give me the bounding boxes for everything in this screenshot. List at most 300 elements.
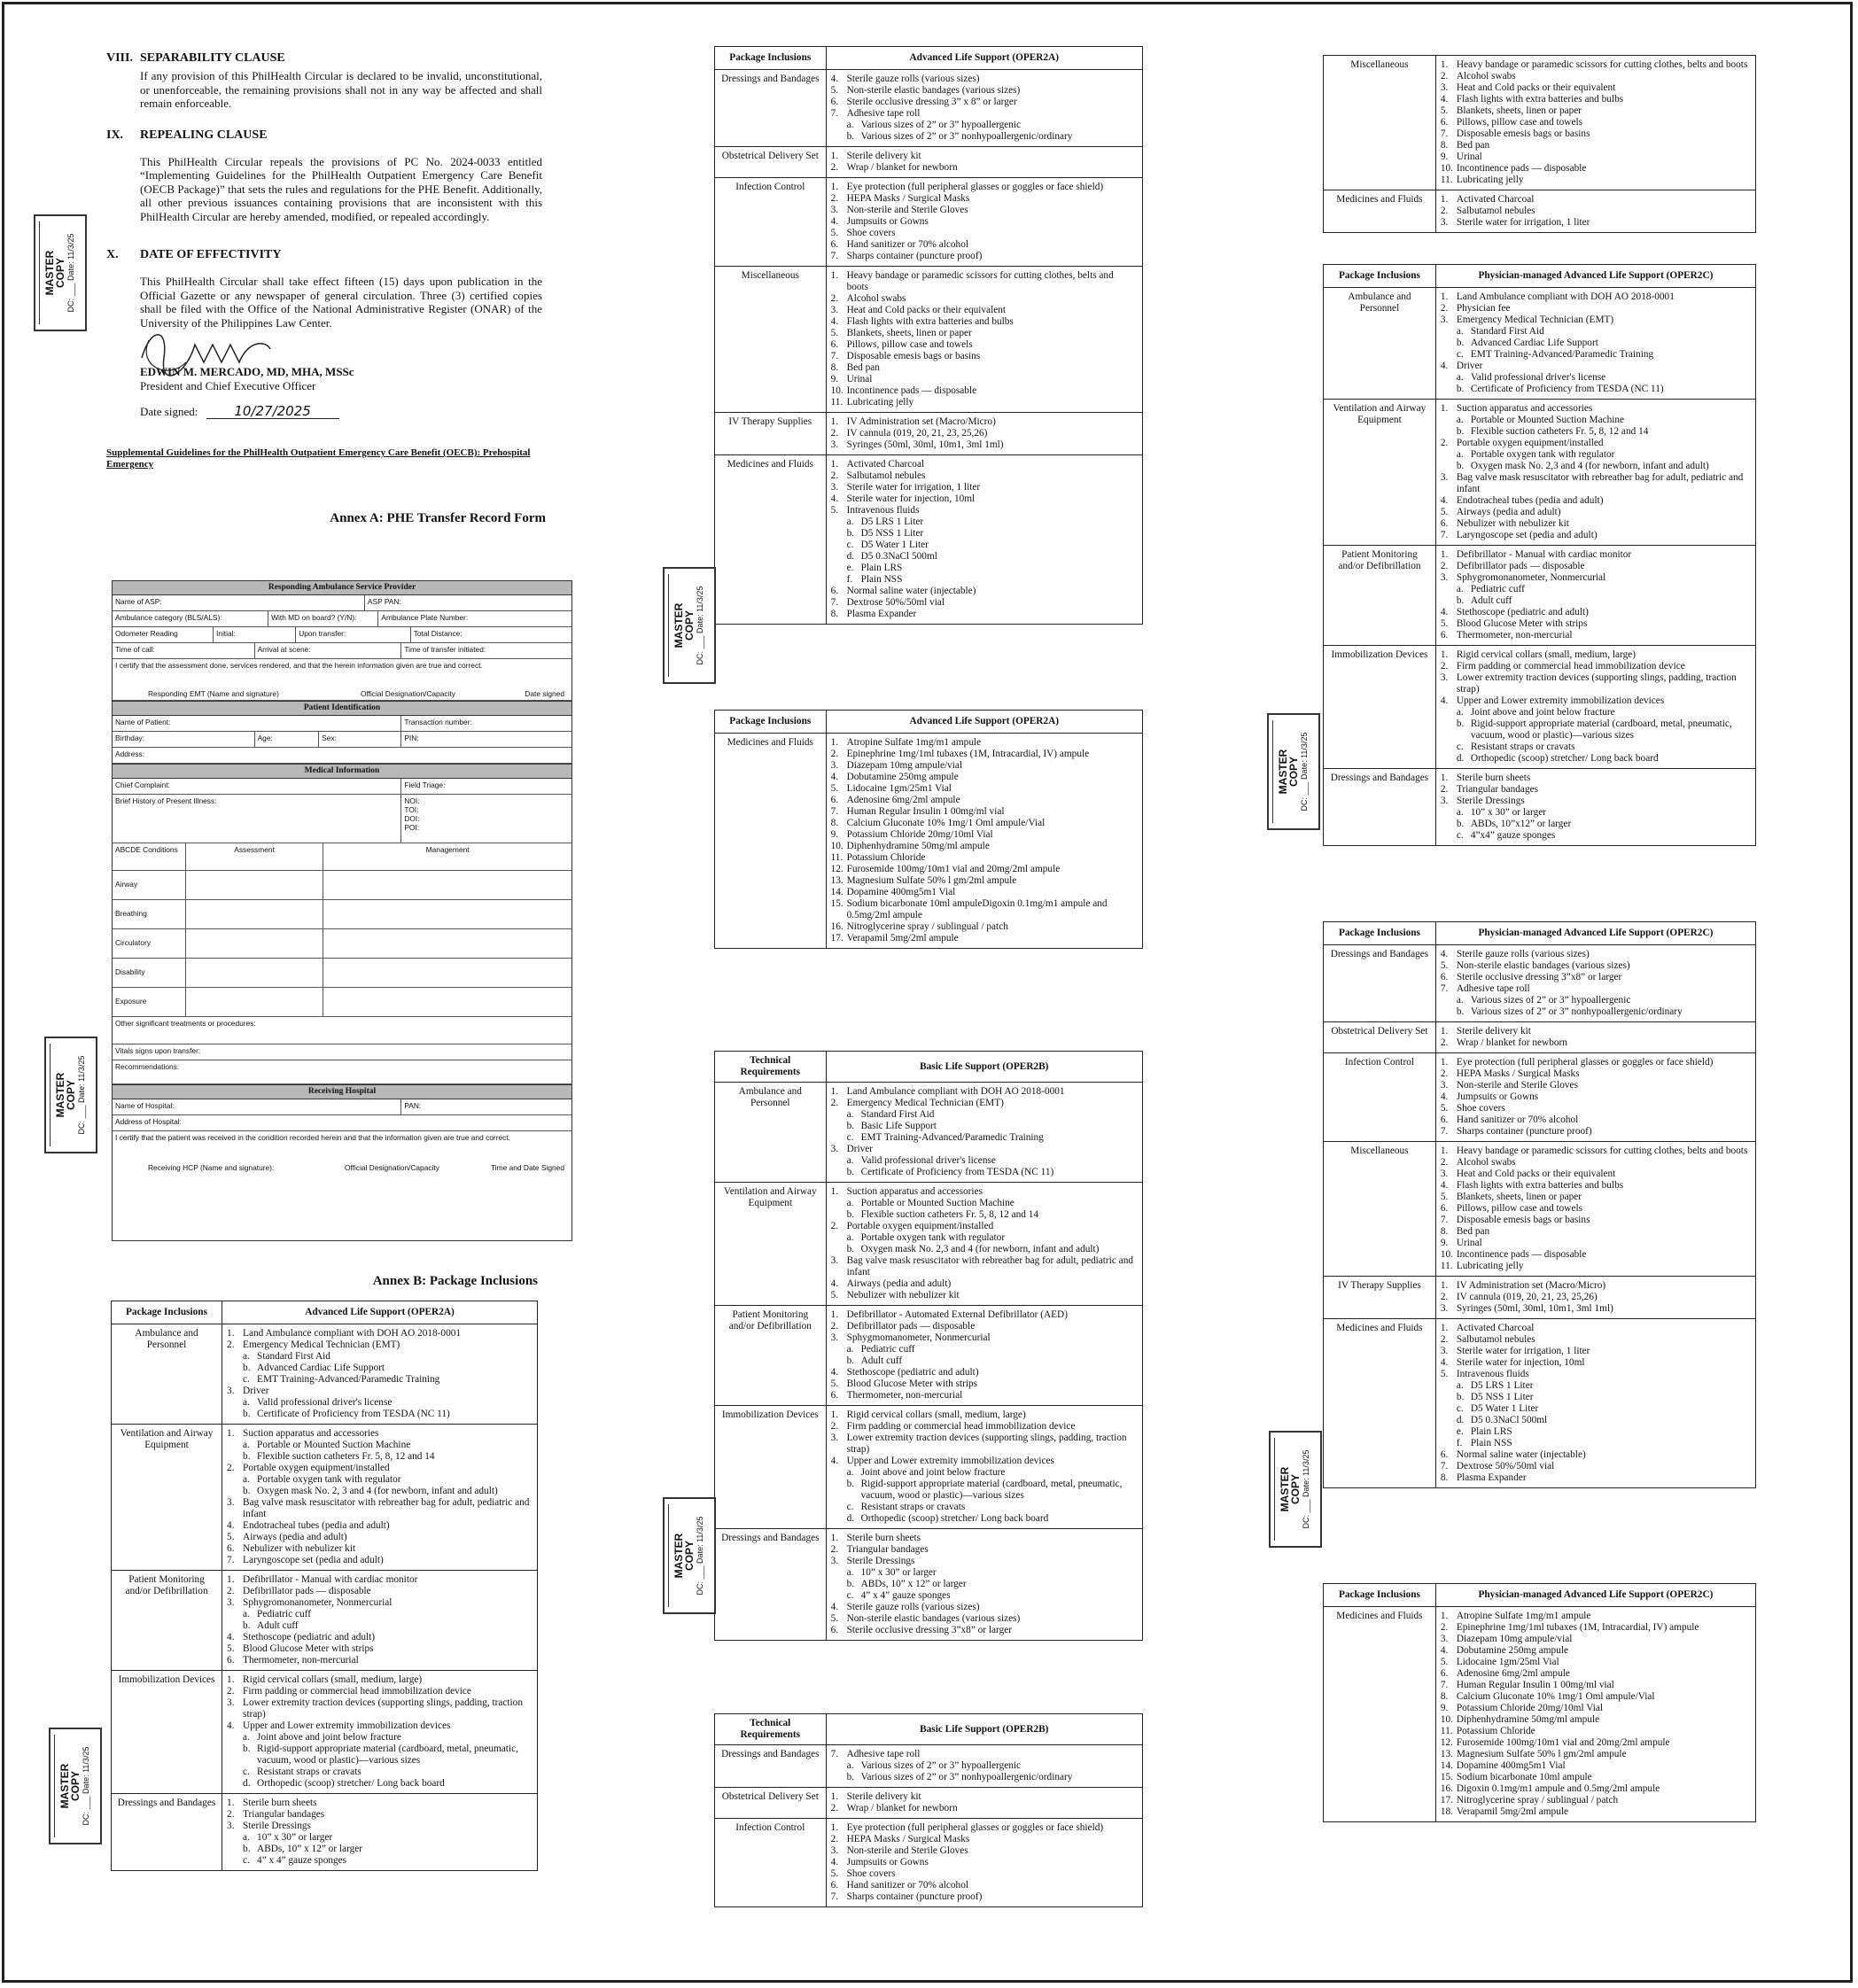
table-bls-oper2b-misc [1323, 55, 1756, 233]
item-number: 16. [830, 921, 843, 932]
sub-item [227, 1767, 533, 1778]
form-field[interactable]: Transaction number: [404, 718, 472, 726]
sub-item [1441, 372, 1751, 384]
list-item [1441, 1037, 1751, 1049]
item-number: 3. [830, 1255, 839, 1266]
sub-item-text: 10” x 30” or larger [860, 1567, 937, 1578]
sub-item-text: EMT Training-Advanced/Paramedic Training [860, 1132, 1044, 1143]
table-row [1324, 288, 1756, 400]
header-package: Advanced Life Support (OPER2A) [222, 1301, 538, 1324]
item-text: Pillows, pillow case and towels [1456, 1203, 1583, 1214]
item-text: Flash lights with extra batteries and bulbs [846, 316, 1014, 327]
sub-item-text: Standard First Aid [257, 1351, 330, 1362]
stamp-date: 11/3/25 [82, 1746, 90, 1773]
form-field[interactable]: Sex: [319, 732, 401, 747]
item-text: Land Ambulance compliant with DOH AO 2018-0001 [243, 1328, 462, 1339]
header-package: Physician-managed Advanced Life Support (OPER2C) [1435, 922, 1755, 945]
table-header-row [715, 1714, 1143, 1745]
item-number: 14. [830, 887, 843, 897]
list-item [227, 1497, 533, 1520]
stamp-copy: COPY [683, 610, 696, 641]
item-number: 4. [830, 772, 839, 782]
category-cell: Dressings and Bandages [715, 1745, 827, 1788]
item-number: 1. [830, 1822, 839, 1833]
sub-item-text: Valid professional driver's license [860, 1155, 996, 1166]
list-item [227, 1340, 533, 1351]
management-cell[interactable] [323, 900, 571, 928]
table-row [715, 1183, 1143, 1306]
sub-item-letter: b. [243, 1451, 251, 1462]
list-item [1441, 796, 1751, 807]
form-field[interactable]: Other significant treatments or procedures: [115, 1019, 256, 1028]
form-field[interactable]: Ambulance Plate Number: [381, 613, 469, 622]
form-field[interactable]: PIN: [404, 734, 419, 742]
item-number: 4. [830, 1602, 839, 1612]
list-item [831, 108, 1138, 120]
item-text: Suction apparatus and accessories [1456, 403, 1593, 414]
form-field[interactable]: Address of Hospital: [115, 1117, 182, 1126]
item-text: Non-sterile elastic bandages (various sizes) [846, 85, 1021, 96]
item-number: 9. [830, 374, 839, 384]
poi-label: POI: [404, 823, 420, 832]
item-text: Furosemide 100mg/10m1 vial and 20mg/2ml ampule [846, 864, 1061, 874]
list-item [1441, 695, 1751, 707]
master-copy-stamp: MASTER COPY DC: ___ Date: 11/3/25 [663, 567, 716, 684]
table-row [1324, 646, 1756, 769]
item-number: 5. [830, 85, 839, 96]
item-text: Bed pan [1456, 140, 1490, 151]
sub-item-text: Portable or Mounted Suction Machine [1470, 415, 1625, 425]
form-field[interactable]: Time of transfer initiated: [404, 645, 486, 654]
form-field[interactable]: Time of call: [113, 643, 255, 658]
sub-item [1441, 807, 1751, 819]
sub-item-text: Basic Life Support [860, 1121, 937, 1131]
table-row [1324, 1022, 1756, 1053]
item-number: 4. [227, 1720, 235, 1731]
sub-item-letter: e. [846, 563, 854, 573]
list-item [227, 1809, 533, 1821]
list-item [227, 1574, 533, 1586]
table-row [715, 1788, 1143, 1819]
item-number: 4. [1440, 1180, 1449, 1191]
form-field[interactable]: ASP PAN: [367, 597, 401, 606]
list-item [831, 772, 1138, 783]
sub-item-text: Flexible suction catheters Fr. 5, 8, 12 and 14 [257, 1451, 435, 1462]
stamp-copy: COPY [65, 1080, 77, 1111]
category-cell: Obstetrical Delivery Set [715, 147, 827, 178]
list-item [227, 1655, 533, 1666]
sub-item-text: Various sizes of 2” or 3” nonhypoallergenic/ordinary [860, 1772, 1073, 1782]
item-text: Wrap / blanket for newborn [846, 162, 958, 173]
item-text: HEPA Masks / Surgical Masks [1456, 1068, 1580, 1079]
form-section-bar: Medical Information [113, 764, 571, 779]
item-number: 8. [830, 362, 839, 373]
abcde-header: ABCDE Conditions [113, 843, 186, 870]
item-text: Sterile water for injection, 10ml [846, 493, 976, 504]
package-table [1323, 55, 1756, 233]
stamp-date: 11/3/25 [1300, 732, 1309, 758]
management-cell[interactable] [323, 929, 571, 958]
section-title: DATE OF EFFECTIVITY [140, 248, 282, 261]
sub-item-text: 4” x 4” gauze sponges [257, 1855, 347, 1866]
form-field[interactable]: PAN: [404, 1101, 422, 1110]
form-field[interactable]: Total Distance: [413, 629, 463, 638]
item-number: 5. [830, 328, 839, 338]
list-item [831, 586, 1138, 597]
list-item [1441, 495, 1751, 507]
list-item [227, 1386, 533, 1397]
form-field[interactable]: Brief History of Present Illness: [113, 795, 401, 843]
item-number: 5. [1440, 960, 1449, 971]
item-text: Diazepam 10mg ampule/vial [1456, 1634, 1573, 1644]
item-number: 5. [830, 228, 839, 238]
section-title: SEPARABILITY CLAUSE [140, 51, 285, 65]
list-item [831, 416, 1138, 428]
list-item [831, 1533, 1138, 1544]
item-text: Verapamil 5mg/2ml ampule [846, 933, 959, 944]
sub-item-text: D5 Water 1 Liter [1470, 1403, 1539, 1414]
supplemental-heading: Supplemental Guidelines for the PhilHealth Outpatient Emergency Care Benefit (OECB): Prehospital Emergency [106, 447, 531, 470]
item-text: Diphenhydramine 50mg/ml ampule [846, 841, 990, 851]
item-text: Airways (pedia and adult) [1456, 507, 1561, 517]
form-section-bar: Responding Ambulance Service Provider [113, 581, 571, 595]
sub-item-letter: a. [243, 1474, 250, 1485]
stamp-date: 11/3/25 [77, 1055, 86, 1082]
item-number: 1. [1440, 403, 1449, 414]
form-field[interactable]: Initial: [214, 627, 296, 642]
item-number: 1. [1440, 1145, 1449, 1156]
item-number: 7. [830, 597, 839, 608]
item-number: 2. [1440, 438, 1449, 448]
header-category: Package Inclusions [715, 47, 827, 70]
list-item [831, 1891, 1138, 1903]
item-number: 2. [830, 1098, 839, 1108]
management-cell[interactable] [323, 988, 571, 1016]
item-number: 7. [1440, 983, 1449, 994]
list-item [1441, 151, 1751, 163]
list-item [831, 439, 1138, 451]
sub-item-text: Resistant straps or cravats [257, 1767, 361, 1777]
item-text: Thermometer, non-mercurial [243, 1655, 359, 1666]
management-header: Management [425, 845, 470, 854]
sub-item-text: D5 NSS 1 Liter [1470, 1392, 1534, 1402]
item-text: Potassium Chloride 20mg/10ml Vial [846, 829, 993, 840]
item-text: Bag valve mask resuscitator with rebreather bag for adult, pediatric and infant [846, 1255, 1133, 1277]
stamp-dc: DC: [66, 298, 75, 313]
category-cell: Dressings and Bandages [715, 1529, 827, 1641]
item-text: Wrap / blanket for newborn [846, 1803, 958, 1813]
item-text: Disposable emesis bags or basins [1456, 128, 1590, 139]
form-field[interactable]: Address: [115, 749, 145, 758]
item-number: 7. [830, 108, 839, 119]
stamp-master: MASTER [672, 602, 685, 648]
item-number: 2. [1440, 1037, 1449, 1048]
list-item [1441, 1249, 1751, 1261]
sub-item-text: Adult cuff [1470, 595, 1512, 606]
item-number: 2. [830, 1544, 839, 1555]
form-field[interactable]: Field Triage: [404, 780, 446, 789]
table-row [1324, 769, 1756, 846]
item-text: Plasma Expander [846, 609, 917, 619]
items-cell [826, 413, 1142, 455]
assessment-cell[interactable] [186, 959, 323, 987]
stamp-date-label: Date: [696, 1544, 704, 1564]
list-item [1441, 1323, 1751, 1334]
item-text: Disposable emesis bags or basins [846, 351, 981, 361]
item-text: Dextrose 50%/50ml vial [846, 597, 945, 608]
form-field[interactable]: Upon transfer: [296, 627, 411, 642]
master-copy-stamp: MASTER COPY DC: ___ Date: 11/3/25 [44, 1037, 97, 1153]
list-item [1441, 1611, 1751, 1622]
item-text: Firm padding or commercial head immobilization device [1456, 661, 1685, 672]
item-text: Atropine Sulfate 1mg/m1 ampule [1456, 1611, 1591, 1621]
form-section-bar: Receiving Hospital [113, 1084, 571, 1099]
list-item [831, 1834, 1138, 1845]
sub-item-letter: b. [846, 1772, 855, 1782]
category-cell: Medicines and Fluids [1324, 190, 1436, 233]
sub-item-text: Orthopedic (scoop) stretcher/ Long back board [257, 1778, 445, 1789]
item-text: Laryngoscope set (pedia and adult) [1456, 530, 1598, 540]
sub-item [831, 540, 1138, 551]
form-field[interactable]: Name of Patient: [113, 716, 401, 731]
noi-label: NOI: [404, 796, 420, 805]
list-item [831, 385, 1138, 397]
item-text: Lower extremity traction devices (supporting slings, padding, traction strap) [243, 1697, 523, 1720]
sub-item-letter: c. [1456, 830, 1464, 841]
form-field[interactable]: Vitals signs upon transfer: [115, 1046, 201, 1055]
sub-item-text: ABDs, 10” x 12” or larger [257, 1844, 363, 1854]
assessment-cell[interactable] [186, 900, 323, 928]
list-item [831, 1602, 1138, 1613]
package-table [1323, 921, 1756, 1488]
item-number: 2. [830, 749, 839, 759]
stamp-copy: COPY [683, 1541, 696, 1572]
item-text: Eye protection (full peripheral glasses or goggles or face shield) [846, 1822, 1104, 1833]
item-number: 7. [1440, 530, 1449, 540]
category-cell: Dressings and Bandages [715, 70, 827, 147]
assessment-cell[interactable] [186, 988, 323, 1016]
sub-item [1441, 753, 1751, 765]
sub-item-letter: a. [846, 516, 854, 527]
item-number: 4. [830, 1278, 839, 1289]
item-number: 3. [1440, 672, 1449, 683]
header-category: Technical Requirements [715, 1714, 827, 1745]
form-field[interactable]: Birthday: [113, 732, 255, 747]
item-text: Shoe covers [1456, 1103, 1505, 1114]
form-field[interactable]: Arrival at scene: [255, 643, 402, 658]
sub-item-letter: a. [243, 1732, 250, 1743]
item-text: Magnesium Sulfate 50% l gm/2ml ampule [846, 875, 1017, 886]
item-text: Airways (pedia and adult) [846, 1278, 952, 1289]
item-text: Adhesive tape roll [1456, 983, 1530, 994]
item-text: Non-sterile and Sterile Gloves [846, 205, 968, 215]
item-text: Non-sterile elastic bandages (various sizes) [846, 1613, 1021, 1624]
list-item [831, 351, 1138, 362]
item-number: 7. [1440, 1126, 1449, 1137]
item-text: Suction apparatus and accessories [243, 1428, 379, 1439]
sub-item-letter: b. [1456, 338, 1465, 348]
sub-item-text: Advanced Cardiac Life Support [257, 1363, 385, 1373]
list-item [1441, 1472, 1751, 1484]
sub-item [831, 563, 1138, 574]
sub-item-letter: a. [846, 1760, 854, 1771]
items-cell [1435, 1142, 1755, 1277]
sub-item [1441, 1415, 1751, 1426]
stamp-dc: DC: [696, 1580, 704, 1596]
management-cell[interactable] [323, 871, 571, 899]
sub-item-text: Portable or Mounted Suction Machine [257, 1440, 411, 1450]
table-pals-oper2c-cont [1323, 921, 1756, 1488]
list-item [831, 239, 1138, 251]
table-row [1324, 945, 1756, 1022]
assessment-cell[interactable] [186, 929, 323, 958]
stamp-copy: COPY [1287, 757, 1300, 788]
sub-item-letter: a. [243, 1832, 250, 1843]
list-item [831, 898, 1138, 921]
item-text: Rigid cervical collars (small, medium, large) [243, 1674, 423, 1685]
list-item [227, 1798, 533, 1809]
items-cell [826, 70, 1142, 147]
table-header-row [1324, 922, 1756, 945]
item-text: Jumpsuits or Gowns [1456, 1091, 1539, 1102]
items-cell [1435, 945, 1755, 1022]
list-item [227, 1632, 533, 1643]
list-item [831, 1868, 1138, 1880]
sub-item [831, 1579, 1138, 1590]
item-text: Defibrillator pads — disposable [1456, 561, 1585, 571]
item-text: Driver [243, 1386, 269, 1396]
sub-item [831, 1513, 1138, 1525]
sub-item [831, 131, 1138, 143]
form-field[interactable]: Name of ASP: [113, 595, 365, 610]
form-field[interactable]: Recommendations: [115, 1062, 180, 1071]
sub-item-text: Various sizes of 2” or 3” hypoallergenic [860, 120, 1022, 130]
sub-item [831, 1344, 1138, 1355]
list-item [831, 1433, 1138, 1456]
list-item [1441, 1126, 1751, 1138]
table-pals-oper2c [1323, 264, 1756, 846]
item-number: 2. [1440, 71, 1449, 82]
item-text: Urinal [1456, 1238, 1482, 1248]
sub-item-letter: b. [243, 1363, 251, 1373]
list-item [831, 749, 1138, 760]
item-number: 6. [1440, 630, 1449, 641]
sub-item-letter: b. [243, 1743, 251, 1754]
sub-item-text: Rigid-support appropriate material (cardboard, metal, pneumatic, vacuum, wood or plastic)—various sizes [1470, 718, 1732, 741]
stamp-dc: DC: [77, 1120, 86, 1135]
table-row [715, 413, 1143, 455]
list-item [831, 783, 1138, 795]
form-field[interactable]: Chief Complaint: [113, 779, 401, 794]
package-table [111, 1301, 538, 1871]
package-table [714, 46, 1143, 625]
list-item [1441, 128, 1751, 140]
item-number: 1. [1440, 1280, 1449, 1291]
item-number: 1. [1440, 59, 1449, 70]
item-text: Blankets, sheets, linen or paper [1456, 105, 1582, 116]
item-number: 7. [1440, 1215, 1449, 1225]
item-number: 6. [830, 1625, 839, 1635]
sub-item-letter: b. [1456, 461, 1465, 471]
form-field[interactable]: Name of Hospital: [113, 1099, 401, 1114]
management-cell[interactable] [323, 959, 571, 987]
item-text: Sterile Dressings [1456, 796, 1525, 806]
item-text: Jumpsuits or Gowns [846, 216, 929, 227]
stamp-copy: COPY [69, 1771, 82, 1802]
items-cell [1435, 646, 1755, 769]
item-text: Triangular bandages [1456, 784, 1539, 795]
item-number: 2. [830, 1803, 839, 1813]
item-number: 3. [227, 1697, 235, 1708]
item-number: 1. [1440, 194, 1449, 205]
item-text: Blood Glucose Meter with strips [846, 1378, 978, 1389]
list-item [1441, 291, 1751, 303]
assessment-cell[interactable] [186, 871, 323, 899]
list-item [831, 251, 1138, 262]
category-cell: Miscellaneous [715, 267, 827, 413]
header-category: Package Inclusions [112, 1301, 222, 1324]
list-item [831, 1086, 1138, 1098]
sig-caption: Receiving HCP (Name and signature): [148, 1163, 275, 1172]
sub-item [227, 1397, 533, 1409]
category-cell: Medicines and Fluids [1324, 1607, 1436, 1822]
item-text: Bag valve mask resuscitator with rebreather bag for adult, pediatric and infant [243, 1497, 530, 1519]
annex-b-title: Annex B: Package Inclusions [372, 1274, 538, 1288]
list-item [227, 1643, 533, 1655]
item-text: Human Regular Insulin 1 00mg/ml vial [1456, 1680, 1614, 1690]
item-number: 5. [1440, 1657, 1449, 1667]
list-item [1441, 1622, 1751, 1634]
table-row [1324, 56, 1756, 190]
item-number: 3. [227, 1821, 235, 1831]
table-row [112, 1324, 538, 1425]
sub-item [831, 1109, 1138, 1121]
date-value: 10/27/2025 [206, 404, 339, 419]
list-item [831, 1556, 1138, 1567]
form-field[interactable]: Age: [255, 732, 320, 747]
sub-item [1441, 584, 1751, 595]
list-item [1441, 1795, 1751, 1806]
form-field[interactable]: With MD on board? (Y/N): [268, 611, 378, 626]
item-text: Activated Charcoal [846, 459, 925, 470]
items-cell [826, 178, 1142, 267]
list-item [831, 1321, 1138, 1332]
list-item [1441, 1292, 1751, 1303]
sub-item-letter: c. [243, 1374, 250, 1385]
item-text: Normal saline water (injectable) [846, 586, 976, 596]
sub-item-letter: c. [846, 1502, 854, 1512]
sub-item-letter: b. [846, 1355, 855, 1366]
category-cell: Medicines and Fluids [715, 455, 827, 625]
form-field[interactable]: Ambulance category (BLS/ALS): [113, 611, 268, 626]
item-number: 1. [1440, 649, 1449, 660]
item-number: 4. [830, 316, 839, 327]
list-item [831, 921, 1138, 933]
item-text: Defibrillator - Manual with cardiac monitor [243, 1574, 418, 1585]
item-number: 4. [227, 1632, 235, 1642]
list-item [831, 597, 1138, 609]
item-text: Heat and Cold packs or their equivalent [1456, 1169, 1616, 1179]
list-item [1441, 472, 1751, 495]
list-item [1441, 1226, 1751, 1238]
form-injury-fields[interactable] [401, 795, 571, 843]
items-cell [1435, 400, 1755, 546]
category-cell: Patient Monitoring and/or Defibrillation [1324, 546, 1436, 646]
list-item [1441, 1634, 1751, 1645]
stamp-date-label: Date: [1302, 1478, 1310, 1497]
item-text: Sterile burn sheets [243, 1798, 317, 1808]
category-cell: Medicines and Fluids [715, 734, 827, 949]
